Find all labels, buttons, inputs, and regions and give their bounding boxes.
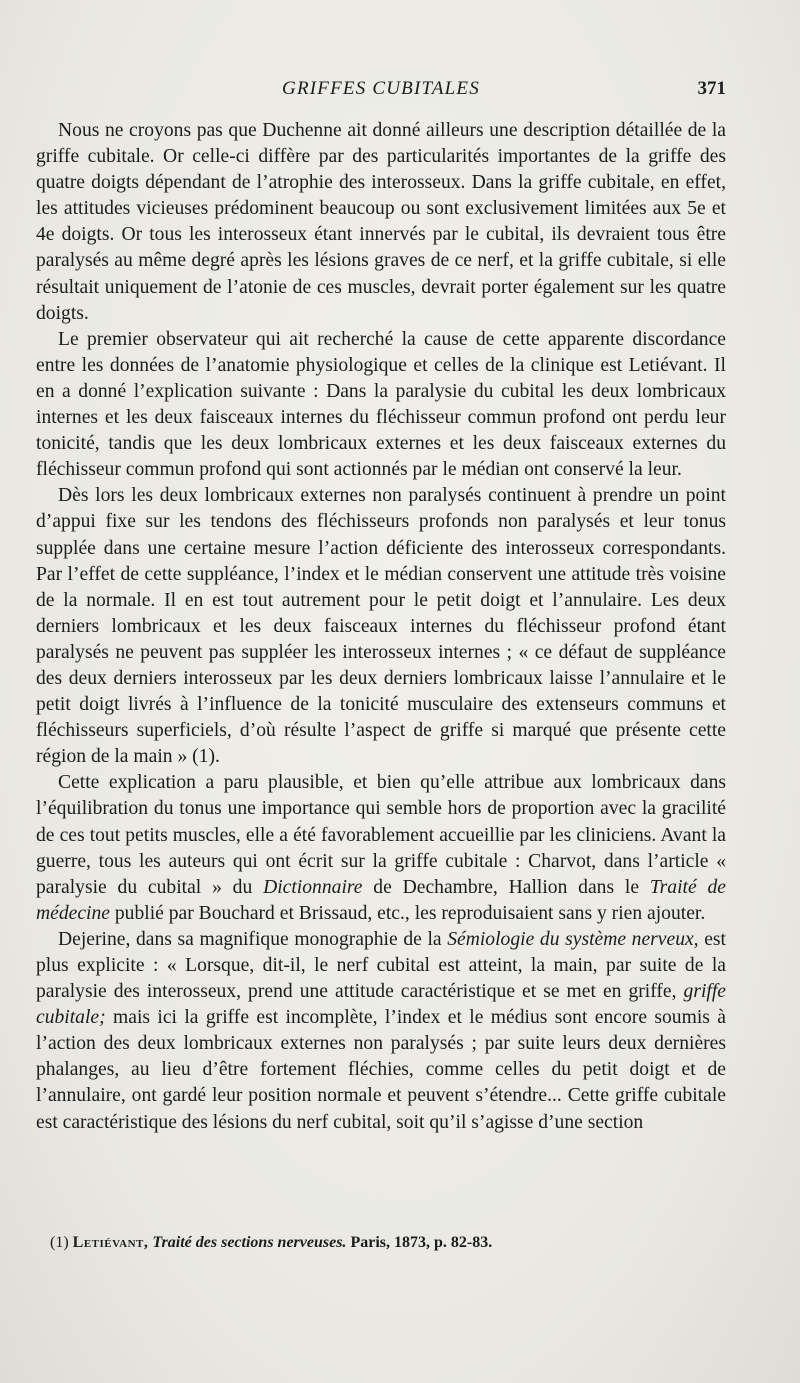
paragraph-text: Nous ne croyons pas que Duchenne ait donné ailleurs une description détaillée de la griffe cubitale. Or celle-ci diffère par des particularités importantes de la griffe des quatre doigts dépendant de l’atrophie des interosseux. Dans la griffe cubitale, en effet, les attitudes vicieuses prédominent beaucoup ou sont exclusivement limitées aux 5e et 4e doigts. Or tous les interosseux étant innervés par le cubital, ils devraient tous être paralysés au même degré après les lésions graves de ce nerf, et la griffe cubitale, si elle résultait uniquement de l’atonie de ces muscles, devrait porter également sur les quatre doigts. — [36, 120, 726, 324]
paragraph-text: de Dechambre, Hallion dans le — [362, 876, 650, 898]
footnote-marker: (1) — [50, 1234, 69, 1251]
footnote-author: Letiévant, — [72, 1234, 149, 1251]
body-text — [36, 118, 726, 1136]
paragraph — [36, 927, 726, 1136]
paragraph-text: publié par Bouchard et Brissaud, etc., les reproduisaient sans y rien ajouter. — [109, 902, 706, 924]
footnote — [50, 1232, 740, 1254]
paragraph — [36, 118, 726, 327]
page-number: 371 — [697, 78, 726, 99]
paragraph-text: Cette explication a paru plausible, et bien qu’elle attribue aux lombricaux dans l’équilibration du tonus une importance qui semble hors de proportion avec la gracilité de ces tout petits muscles, elle a été favorablement accueillie par les cliniciens. Avant la guerre, tous les auteurs qui ont écrit sur la griffe cubitale : Charvot, dans l’article « paralysie du cubital » du — [36, 772, 726, 898]
paragraph-text: Dès lors les deux lombricaux externes non paralysés continuent à prendre un point d’appui fixe sur les tendons des fléchisseurs profonds non paralysés et leur tonus supplée dans une certaine mesure l’action déficiente des interosseux correspondants. Par l’effet de cette suppléance, l’index et le médian conservent une attitude très voisine de la normale. Il en est tout autrement pour le petit doigt et l’annulaire. Les deux derniers lombricaux et les deux faisceaux internes du fléchisseur profond étant paralysés ne peuvent pas suppléer les interosseux internes ; « ce défaut de suppléance des deux derniers interosseux par les deux derniers lombricaux laisse l’annulaire et le petit doigt livrés à l’influence de la tonicité musculaire des extenseurs communs et fléchisseurs superficiels, d’où résulte l’aspect de griffe si marqué que présente cette région de la main » (1). — [36, 485, 726, 768]
footnote-title: Traité des sections nerveuses. — [152, 1234, 347, 1251]
italic-text: Traité de médecine — [36, 876, 726, 924]
running-head — [36, 78, 726, 106]
paragraph-text: Le premier observateur qui ait recherché la cause de cette apparente discordance entre les données de l’anatomie physiologique et celles de la clinique est Letiévant. Il en a donné l’explication suivante : Dans la paralysie du cubital les deux lombricaux internes et les deux faisceaux internes du fléchisseur commun profond ont perdu leur tonicité, tandis que les deux lombricaux externes et les deux faisceaux externes du fléchisseur commun profond qui sont actionnés par le médian ont conservé la leur. — [36, 328, 726, 481]
running-title: GRIFFES CUBITALES — [282, 78, 480, 99]
italic-text: griffe cubitale; — [36, 981, 726, 1029]
paragraph — [36, 483, 726, 770]
paragraph-text: est plus explicite : « Lorsque, dit-il, le nerf cubital est atteint, la main, par suite de la paralysie des interosseux, prend une attitude caractéristique et se met en griffe, — [36, 928, 726, 1003]
paragraph-text: Dejerine, dans sa magnifique monographie de la — [58, 928, 448, 950]
footnote-rest: Paris, 1873, p. 82-83. — [350, 1234, 493, 1251]
paragraph — [36, 770, 726, 927]
paragraph — [36, 327, 726, 484]
paragraph-text: mais ici la griffe est incomplète, l’index et le médius sont encore soumis à l’action des deux lombricaux externes non paralysés ; par suite leurs deux dernières phalanges, au lieu d’être fortement fléchies, comme celles du petit doigt et de l’annulaire, ont gardé leur position normale et peuvent s’étendre... Cette griffe cubitale est caractéristique des lésions du nerf cubital, soit qu’il s’agisse d’une section — [36, 1007, 726, 1133]
italic-text: Sémiologie du système nerveux, — [447, 928, 699, 950]
italic-text: Dictionnaire — [263, 876, 363, 898]
